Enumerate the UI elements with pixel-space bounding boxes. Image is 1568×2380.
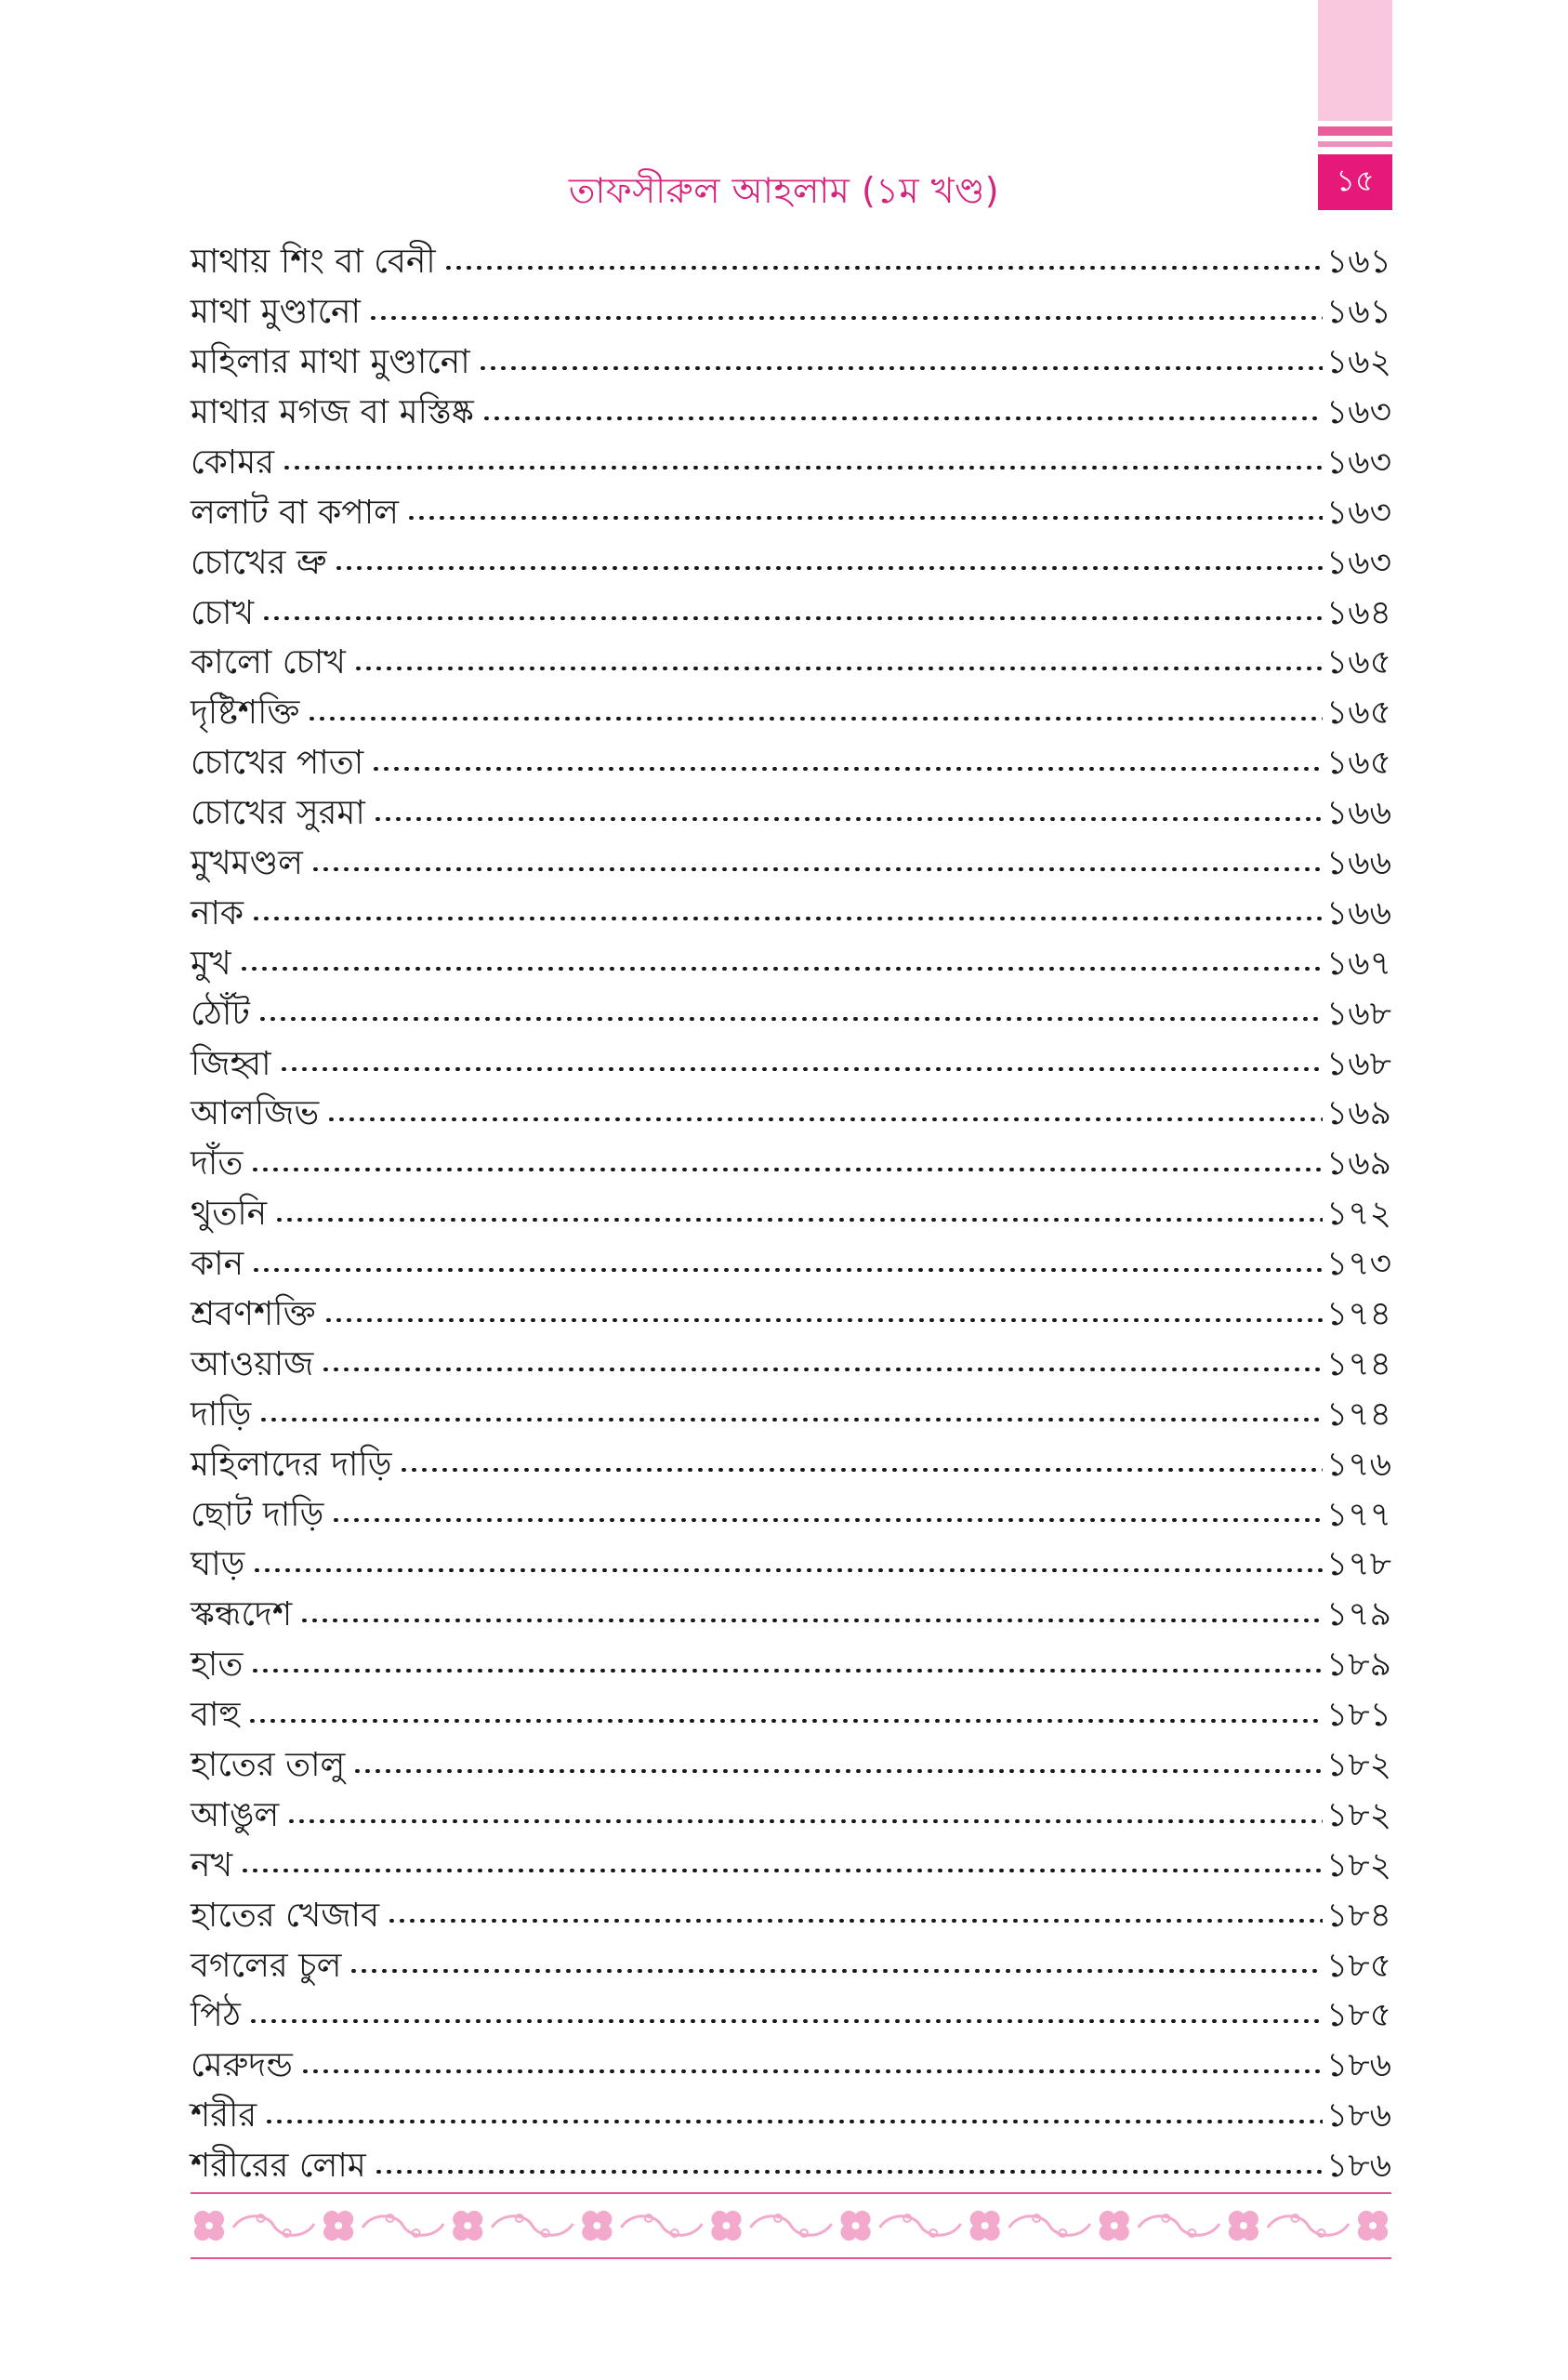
running-title: তাফসীরুল আহলাম (১ম খণ্ড) <box>568 170 1000 211</box>
toc-entry-page: ১৬৫ <box>1325 744 1391 783</box>
toc-entry <box>191 331 1391 381</box>
toc-entry-title: ছোট দাড়ি <box>191 1495 324 1534</box>
dot-leader <box>326 1117 1323 1121</box>
dot-leader <box>286 1819 1323 1823</box>
toc-entry <box>191 782 1391 832</box>
toc-entry <box>191 281 1391 331</box>
toc-entry-page: ১৬৮ <box>1325 994 1391 1033</box>
divider <box>191 2192 1391 2194</box>
toc-entry-title: মহিলাদের দাড়ি <box>191 1445 392 1484</box>
dot-leader <box>258 1418 1323 1421</box>
toc-entry-title: থুতনি <box>191 1195 268 1234</box>
toc-entry <box>191 581 1391 631</box>
dot-leader <box>247 1719 1322 1723</box>
toc-entry-page: ১৮৬ <box>1325 2046 1391 2085</box>
toc-entry-title: মুখ <box>191 944 231 983</box>
toc-entry-title: মুখমণ্ডল <box>191 843 303 882</box>
toc-entry-page: ১৮৬ <box>1325 2147 1391 2186</box>
toc-entry-title: ঠোঁট <box>191 994 250 1033</box>
dot-leader <box>352 1769 1323 1773</box>
toc-entry-title: জিহ্বা <box>191 1044 271 1083</box>
toc-entry <box>191 1433 1391 1483</box>
toc-entry <box>191 1834 1391 1884</box>
toc-entry-title: হাতের তালু <box>191 1746 346 1785</box>
toc-entry-page: ১৭২ <box>1325 1195 1391 1234</box>
dot-leader <box>310 867 1323 871</box>
toc-entry-page: ১৭৯ <box>1325 1595 1391 1634</box>
toc-entry <box>191 631 1391 681</box>
toc-entry-page: ১৬৮ <box>1325 1044 1391 1083</box>
toc-entry-page: ১৮৯ <box>1325 1646 1391 1685</box>
dot-leader <box>250 1669 1323 1673</box>
toc-entry-title: শরীরের লোম <box>191 2147 366 2186</box>
toc-entry-page: ১৬৯ <box>1325 1144 1391 1183</box>
toc-entry <box>191 231 1391 281</box>
dot-leader <box>368 316 1323 320</box>
toc-entry <box>191 2034 1391 2084</box>
dot-leader <box>274 1218 1323 1222</box>
toc-entry <box>191 1082 1391 1132</box>
toc-entry-page: ১৬৫ <box>1325 643 1391 682</box>
toc-entry <box>191 531 1391 581</box>
toc-entry-page: ১৮২ <box>1325 1795 1391 1834</box>
flower-ornament-icon <box>191 2200 1391 2252</box>
toc-entry <box>191 982 1391 1032</box>
dot-leader <box>300 2069 1323 2073</box>
dot-leader <box>279 1067 1323 1071</box>
page-tab-stripe <box>1318 126 1392 136</box>
toc-entry-title: চোখের সুরমা <box>191 794 365 833</box>
dot-leader <box>248 2019 1323 2023</box>
toc-entry <box>191 1283 1391 1333</box>
toc-entry-title: ললাট বা কপাল <box>191 493 399 532</box>
toc-entry-page: ১৬৩ <box>1325 543 1391 582</box>
toc-entry-title: আঙুল <box>191 1795 280 1834</box>
dot-leader <box>257 1017 1323 1021</box>
dot-leader <box>323 1318 1323 1322</box>
toc-entry-page: ১৬৩ <box>1325 443 1391 482</box>
dot-leader <box>250 1168 1322 1171</box>
toc-entry-title: কান <box>191 1245 244 1284</box>
toc-entry-page: ১৮৬ <box>1325 2096 1391 2135</box>
toc-entry-title: কালো চোখ <box>191 643 346 682</box>
toc-entry-title: মাথার মগজ বা মস্তিষ্ক <box>191 392 474 431</box>
toc-entry-page: ১৬১ <box>1325 293 1391 332</box>
toc-entry-title: নখ <box>191 1845 233 1884</box>
divider <box>191 2257 1391 2259</box>
dot-leader <box>321 1368 1323 1371</box>
toc-entry <box>191 431 1391 482</box>
toc-entry-page: ১৮৫ <box>1325 1946 1391 1985</box>
dot-leader <box>371 767 1323 771</box>
page-tab-stripe <box>1318 141 1392 147</box>
dot-leader <box>331 1518 1323 1522</box>
toc-entry <box>191 1533 1391 1583</box>
toc-entry-page: ১৬৯ <box>1325 1094 1391 1133</box>
toc-entry-title: শ্রবণশক্তি <box>191 1295 316 1333</box>
dot-leader <box>239 967 1323 971</box>
toc-entry-title: নাক <box>191 893 244 932</box>
toc-entry-page: ১৬৭ <box>1325 944 1391 983</box>
table-of-contents <box>191 231 1391 2185</box>
dot-leader <box>374 2170 1323 2174</box>
dot-leader <box>251 1268 1323 1272</box>
toc-entry-title: স্কন্ধদেশ <box>191 1595 293 1634</box>
toc-entry-title: দাঁত <box>191 1144 244 1183</box>
toc-entry-page: ১৬৩ <box>1325 392 1391 431</box>
toc-entry-title: চোখের পাতা <box>191 744 364 783</box>
toc-entry <box>191 1633 1391 1684</box>
toc-entry-title: মহিলার মাথা মুণ্ডানো <box>191 343 470 382</box>
toc-entry-page: ১৭৩ <box>1325 1245 1391 1284</box>
toc-entry <box>191 1382 1391 1433</box>
toc-entry-page: ১৮১ <box>1325 1696 1391 1735</box>
toc-entry-title: দাড়ি <box>191 1395 252 1434</box>
toc-entry <box>191 1233 1391 1283</box>
toc-entry-title: বগলের চুল <box>191 1946 342 1985</box>
toc-entry-title: হাত <box>191 1646 244 1685</box>
toc-entry <box>191 2084 1391 2135</box>
dot-leader <box>261 616 1323 620</box>
toc-entry <box>191 1333 1391 1383</box>
dot-leader <box>264 2120 1323 2123</box>
dot-leader <box>282 466 1323 469</box>
toc-entry-page: ১৭৪ <box>1325 1344 1391 1383</box>
toc-entry <box>191 732 1391 782</box>
toc-entry-title: চোখ <box>191 593 255 632</box>
dot-leader <box>406 516 1323 520</box>
toc-entry-page: ১৬৪ <box>1325 593 1391 632</box>
dot-leader <box>252 1568 1322 1572</box>
toc-entry <box>191 832 1391 882</box>
toc-entry-page: ১৭৭ <box>1325 1495 1391 1534</box>
dot-leader <box>443 266 1323 270</box>
toc-entry-page: ১৬২ <box>1325 343 1391 382</box>
dot-leader <box>240 1869 1323 1872</box>
toc-entry <box>191 1183 1391 1233</box>
toc-entry <box>191 882 1391 932</box>
dot-leader <box>373 817 1323 821</box>
toc-entry-page: ১৭৪ <box>1325 1395 1391 1434</box>
toc-entry <box>191 481 1391 531</box>
toc-entry-page: ১৬৩ <box>1325 493 1391 532</box>
toc-entry-title: হাতের খেজাব <box>191 1896 380 1935</box>
toc-entry <box>191 1784 1391 1834</box>
toc-entry <box>191 1483 1391 1533</box>
toc-entry-page: ১৭৪ <box>1325 1295 1391 1333</box>
dot-leader <box>307 717 1322 721</box>
toc-entry-page: ১৭৮ <box>1325 1545 1391 1584</box>
toc-entry-title: দৃষ্টিশক্তি <box>191 694 300 733</box>
toc-entry-page: ১৮২ <box>1325 1845 1391 1884</box>
toc-entry-title: মেরুদন্ড <box>191 2046 293 2085</box>
dot-leader <box>349 1969 1322 1973</box>
toc-entry <box>191 1032 1391 1082</box>
toc-entry <box>191 681 1391 732</box>
toc-entry <box>191 1583 1391 1633</box>
toc-entry-title: চোখের ভ্রু <box>191 543 327 582</box>
dot-leader <box>353 667 1323 670</box>
toc-entry-page: ১৬৬ <box>1325 893 1391 932</box>
toc-entry-page: ১৮৪ <box>1325 1896 1391 1935</box>
page-number: ১৫ <box>1318 154 1392 210</box>
dot-leader <box>481 416 1323 420</box>
toc-entry-title: আলজিভ <box>191 1094 320 1133</box>
toc-entry-title: ঘাড় <box>191 1545 245 1584</box>
toc-entry-title: বাহু <box>191 1696 241 1735</box>
toc-entry-title: পিঠ <box>191 1996 241 2035</box>
dot-leader <box>387 1919 1323 1923</box>
toc-entry-title: শরীর <box>191 2096 257 2135</box>
toc-entry <box>191 1734 1391 1784</box>
toc-entry <box>191 2135 1391 2185</box>
toc-entry-page: ১৬৬ <box>1325 843 1391 882</box>
dot-leader <box>478 366 1323 370</box>
decorative-footer-border <box>191 2192 1391 2259</box>
dot-leader <box>334 566 1322 570</box>
toc-entry-title: কোমর <box>191 443 275 482</box>
toc-entry-page: ১৬৫ <box>1325 694 1391 733</box>
toc-entry <box>191 1934 1391 1984</box>
toc-entry-title: মাথা মুণ্ডানো <box>191 293 361 332</box>
toc-entry-page: ১৭৬ <box>1325 1445 1391 1484</box>
toc-entry <box>191 1984 1391 2034</box>
page-tab-decoration <box>1318 0 1392 121</box>
toc-entry <box>191 932 1391 982</box>
dot-leader <box>399 1468 1322 1472</box>
toc-entry <box>191 381 1391 431</box>
toc-entry <box>191 1884 1391 1934</box>
toc-entry-title: আওয়াজ <box>191 1344 314 1383</box>
toc-entry-page: ১৮৫ <box>1325 1996 1391 2035</box>
toc-entry-title: মাথায় শিং বা বেনী <box>191 243 436 282</box>
dot-leader <box>299 1619 1323 1622</box>
toc-entry <box>191 1132 1391 1183</box>
toc-entry-page: ১৬১ <box>1325 243 1391 282</box>
toc-entry <box>191 1684 1391 1734</box>
dot-leader <box>251 917 1323 920</box>
toc-entry-page: ১৮২ <box>1325 1746 1391 1785</box>
toc-entry-page: ১৬৬ <box>1325 794 1391 833</box>
